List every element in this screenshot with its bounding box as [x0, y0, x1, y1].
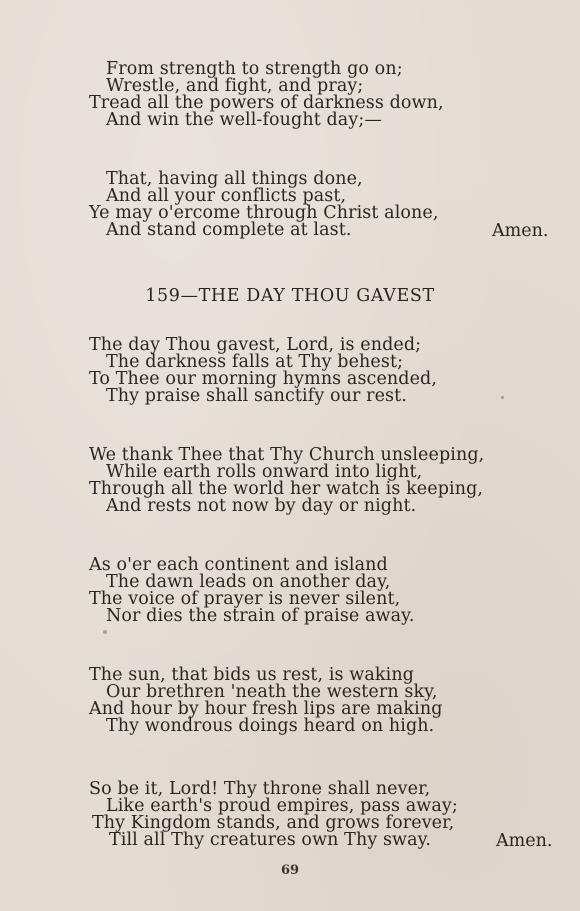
verse-line: The sun, that bids us rest, is waking	[89, 665, 414, 685]
prev-hymn-amen: Amen.	[492, 221, 549, 241]
verse-line: And stand complete at last.	[106, 220, 352, 240]
verse-line: That, having all things done,	[106, 169, 363, 189]
verse-line: Through all the world her watch is keeping,	[89, 479, 484, 499]
verse-line: The darkness falls at Thy behest;	[106, 352, 404, 372]
verse-line: The dawn leads on another day,	[106, 572, 391, 592]
verse-line: To Thee our morning hymns ascended,	[89, 369, 437, 389]
verse-line: And rests not now by day or night.	[106, 496, 417, 516]
verse-line: As o'er each continent and island	[89, 555, 388, 575]
verse-line: And all your conflicts past,	[106, 186, 347, 206]
hymn-amen: Amen.	[496, 831, 553, 851]
verse-line: Wrestle, and fight, and pray;	[106, 76, 364, 96]
verse-line: Ye may o'ercome through Christ alone,	[89, 203, 439, 223]
verse-line: The voice of prayer is never silent,	[89, 589, 401, 609]
verse-line: Tread all the powers of darkness down,	[89, 93, 444, 113]
verse-line: Till all Thy creatures own Thy sway.	[109, 830, 431, 850]
page-number: 69	[280, 863, 300, 878]
verse-line: And win the well-fought day;—	[106, 110, 382, 130]
verse-line: The day Thou gavest, Lord, is ended;	[89, 335, 422, 355]
verse-line: Thy Kingdom stands, and grows forever,	[92, 813, 455, 833]
verse-line: Nor dies the strain of praise away.	[106, 606, 415, 626]
verse-line: From strength to strength go on;	[106, 59, 403, 79]
verse-line: We thank Thee that Thy Church unsleeping,	[89, 445, 485, 465]
verse-line: Thy wondrous doings heard on high.	[106, 716, 435, 736]
verse-line: Thy praise shall sanctify our rest.	[106, 386, 407, 406]
hymn-title: 159—THE DAY THOU GAVEST	[145, 286, 435, 306]
verse-line: Our brethren 'neath the western sky,	[106, 682, 438, 702]
paper-speck	[103, 630, 107, 634]
verse-line: While earth rolls onward into light,	[106, 462, 423, 482]
paper-speck	[501, 396, 504, 399]
verse-line: Like earth's proud empires, pass away;	[106, 796, 458, 816]
verse-line: So be it, Lord! Thy throne shall never,	[89, 779, 431, 799]
verse-line: And hour by hour fresh lips are making	[89, 699, 443, 719]
